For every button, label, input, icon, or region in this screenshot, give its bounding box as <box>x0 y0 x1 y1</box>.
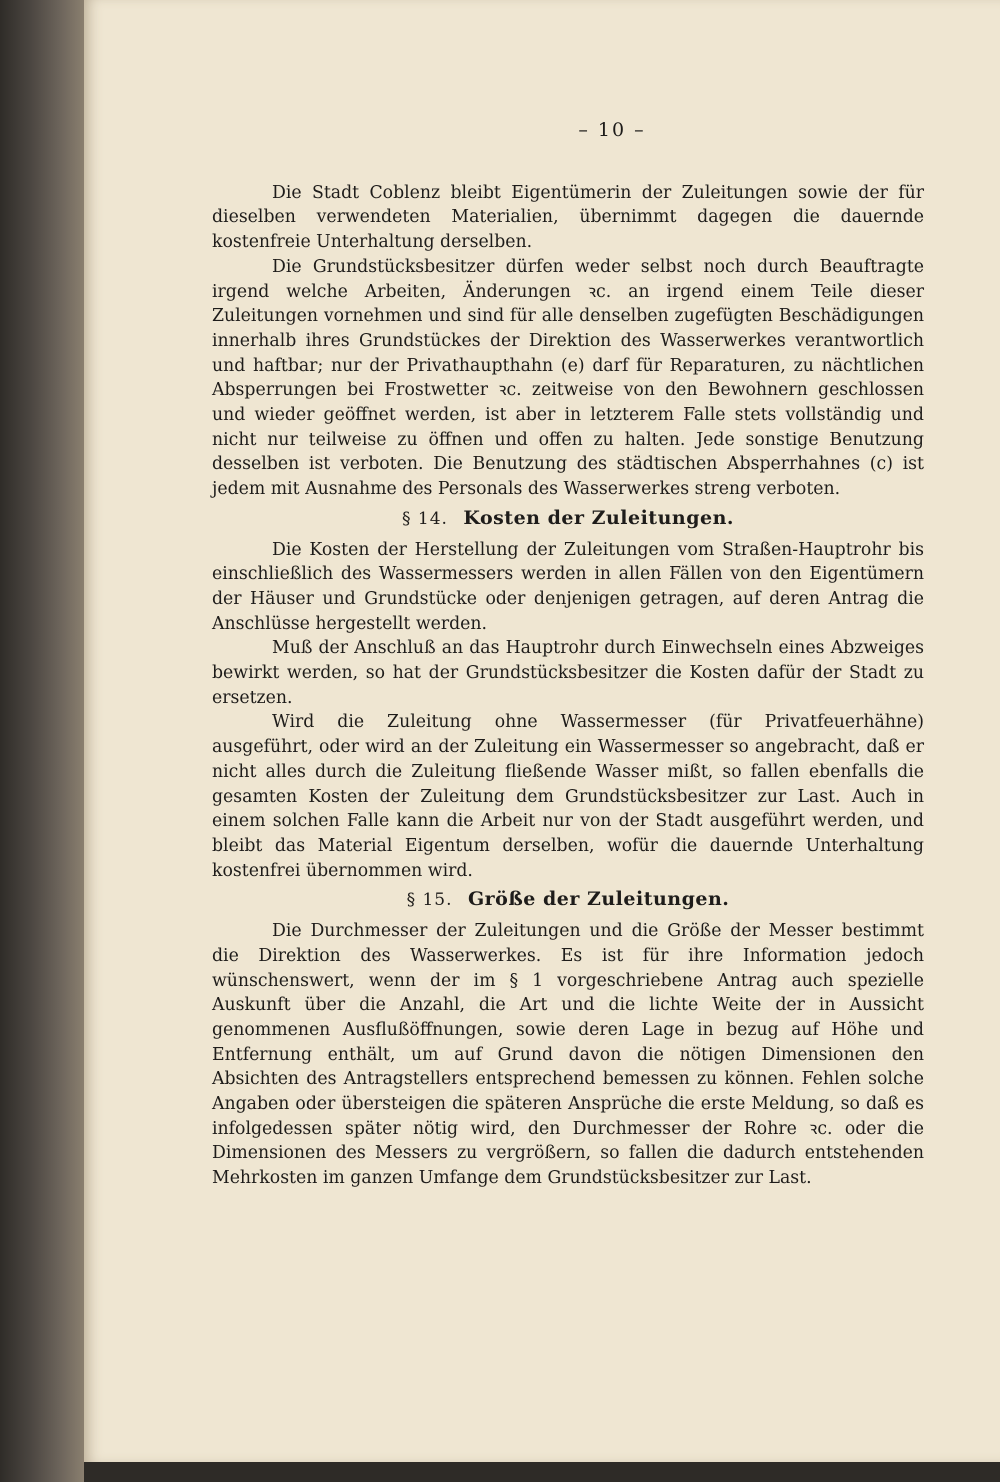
section-15-paragraph: Die Durchmesser der Zuleitungen und die Größe der Messer bestimmt die Direktion des Wasserwerkes. Es ist für ihre Information jedoch wünschenswert, wenn der im § 1 vorgeschriebene Antrag auch spezielle Auskunft über die Anzahl, die Art und die lichte Weite der in Aussicht genommenen Ausflußöffnungen, sowie deren Lage in bezug auf Höhe und Entfernung enthält, um auf Grund davon die nötigen Dimensionen den Absichten des Antragstellers entsprechend bemessen zu können. Fehlen solche Angaben oder übersteigen die späteren Ansprüche die erste Meldung, so daß es infolgedessen später nötig wird, den Durchmesser der Rohre ꝛc. oder die Dimensionen des Messers zu vergrößern, so fallen die dadurch entstehenden Mehrkosten im ganzen Umfange dem Grundstücksbesitzer zur Last. <box>212 921 924 1189</box>
scan-bottom-edge <box>84 1462 1000 1482</box>
section-14-heading <box>212 506 924 532</box>
section-15-heading <box>212 887 924 913</box>
section-15-number: § 15. <box>406 890 453 911</box>
page-number: – 10 – <box>578 119 646 141</box>
paragraph-owner-duties: Die Grundstücksbesitzer dürfen weder selbst noch durch Beauftragte irgend welche Arbeiten, Änderungen ꝛc. an irgend einem Teile dieser Zuleitungen vornehmen und sind für alle denselben zugefügten Beschädigungen innerhalb ihres Grundstückes der Direktion des Wasserwerkes verantwortlich und haftbar; nur der Privathaupthahn (e) darf für Reparaturen, zu nächtlichen Absperrungen bei Frostwetter ꝛc. zeitweise von den Bewohnern geschlossen und wieder geöffnet werden, ist aber in letzterem Falle stets vollständig und nicht nur teilweise zu öffnen und offen zu halten. Jede sonstige Benutzung desselben ist verboten. Die Benutzung des städtischen Absperrhahnes (c) ist jedem mit Ausnahme des Personals des Wasserwerkes streng verboten. <box>212 256 924 500</box>
book-spine-edge <box>0 0 84 1482</box>
section-14-paragraph: Die Kosten der Herstellung der Zuleitungen vom Straßen-Hauptrohr bis einschließlich des Wassermessers werden in allen Fällen von den Eigentümern der Häuser und Grundstücke oder denjenigen getragen, auf deren Antrag die Anschlüsse hergestellt werden. <box>212 539 924 634</box>
section-14-number: § 14. <box>401 508 448 529</box>
section-14-paragraph: Wird die Zuleitung ohne Wassermesser (für Privatfeuerhähne) ausgeführt, oder wird an der Zuleitung ein Wassermesser so angebracht, daß er nicht alles durch die Zuleitung fließende Wasser mißt, so fallen ebenfalls die gesamten Kosten der Zuleitung dem Grundstücksbesitzer zur Last. Auch in einem solchen Falle kann die Arbeit nur von der Stadt ausgeführt werden, und bleibt das Material Eigentum derselben, wofür die dauernde Unterhaltung kostenfrei übernommen wird. <box>212 712 924 881</box>
section-14-title: Kosten der Zuleitungen. <box>463 506 735 529</box>
section-14-paragraph: Muß der Anschluß an das Hauptrohr durch Einwechseln eines Abzweiges bewirkt werden, so hat der Grundstücksbesitzer die Kosten dafür der Stadt zu ersetzen. <box>212 638 924 708</box>
paragraph-ownership: Die Stadt Coblenz bleibt Eigentümerin der Zuleitungen sowie der für dieselben verwendeten Materialien, übernimmt dagegen die dauernde kostenfreie Unterhaltung derselben. <box>212 182 924 253</box>
section-15-title: Größe der Zuleitungen. <box>467 888 730 911</box>
page-text-block <box>212 118 924 1191</box>
